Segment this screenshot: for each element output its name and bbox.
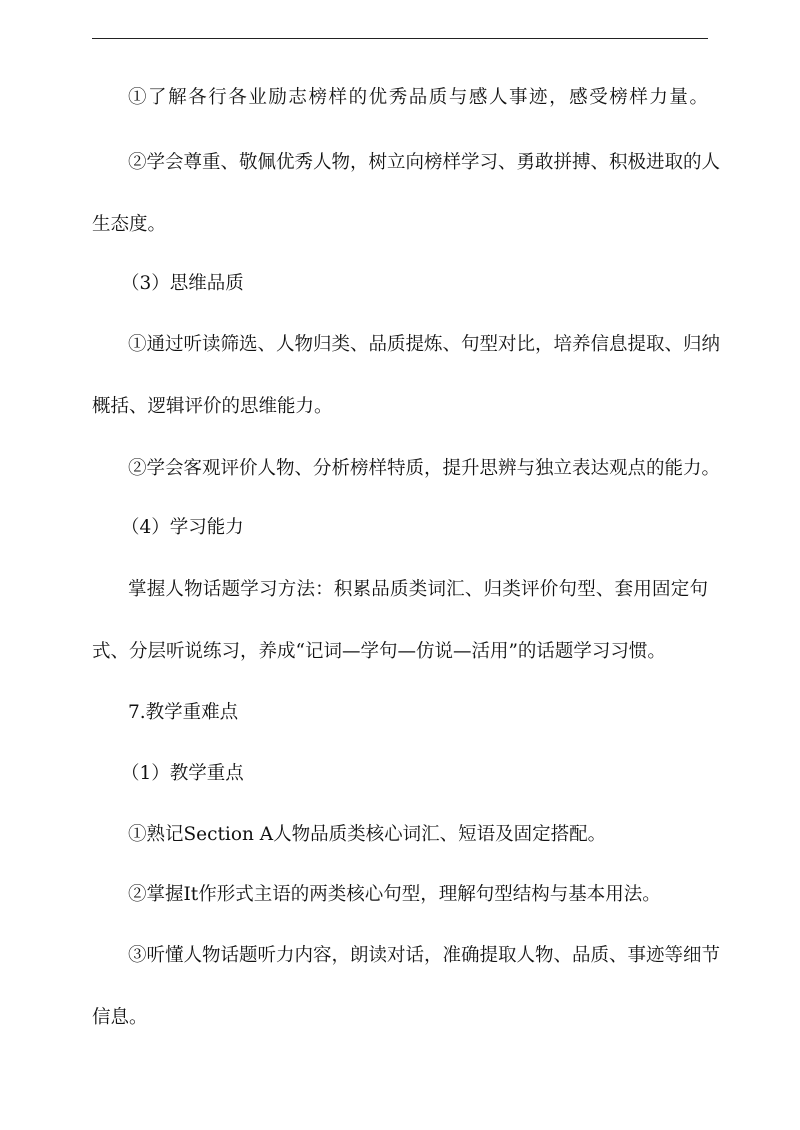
section-heading: （3）思维品质 xyxy=(121,273,244,294)
paragraph-line: 信息。 xyxy=(92,1007,148,1028)
chapter-heading: 7.教学重难点 xyxy=(128,702,239,723)
section-heading: （4）学习能力 xyxy=(121,517,244,538)
paragraph-line: 式、分层听说练习，养成“记词—学句—仿说—活用”的话题学习习惯。 xyxy=(92,641,666,662)
paragraph-line: ①通过听读筛选、人物归类、品质提炼、句型对比，培养信息提取、归纳 xyxy=(128,334,721,355)
paragraph-line: ①熟记Section A人物品质类核心词汇、短语及固定搭配。 xyxy=(128,824,607,845)
header-rule xyxy=(92,38,708,39)
paragraph-line: ②掌握It作形式主语的两类核心句型，理解句型结构与基本用法。 xyxy=(128,884,661,905)
section-heading: （1）教学重点 xyxy=(121,763,244,784)
paragraph-line: ②学会尊重、敬佩优秀人物，树立向榜样学习、勇敢拼搏、积极进取的人 xyxy=(128,152,721,173)
paragraph-line: ③听懂人物话题听力内容，朗读对话，准确提取人物、品质、事迹等细节 xyxy=(128,945,721,966)
paragraph-line: 生态度。 xyxy=(92,214,167,235)
paragraph-line: ②学会客观评价人物、分析榜样特质，提升思辨与独立表达观点的能力。 xyxy=(128,458,721,479)
paragraph-line: 掌握人物话题学习方法：积累品质类词汇、归类评价句型、套用固定句 xyxy=(128,579,708,600)
paragraph-line: 概括、逻辑评价的思维能力。 xyxy=(92,396,333,417)
paragraph-line: ①了解各行各业励志榜样的优秀品质与感人事迹，感受榜样力量。 xyxy=(128,87,708,108)
